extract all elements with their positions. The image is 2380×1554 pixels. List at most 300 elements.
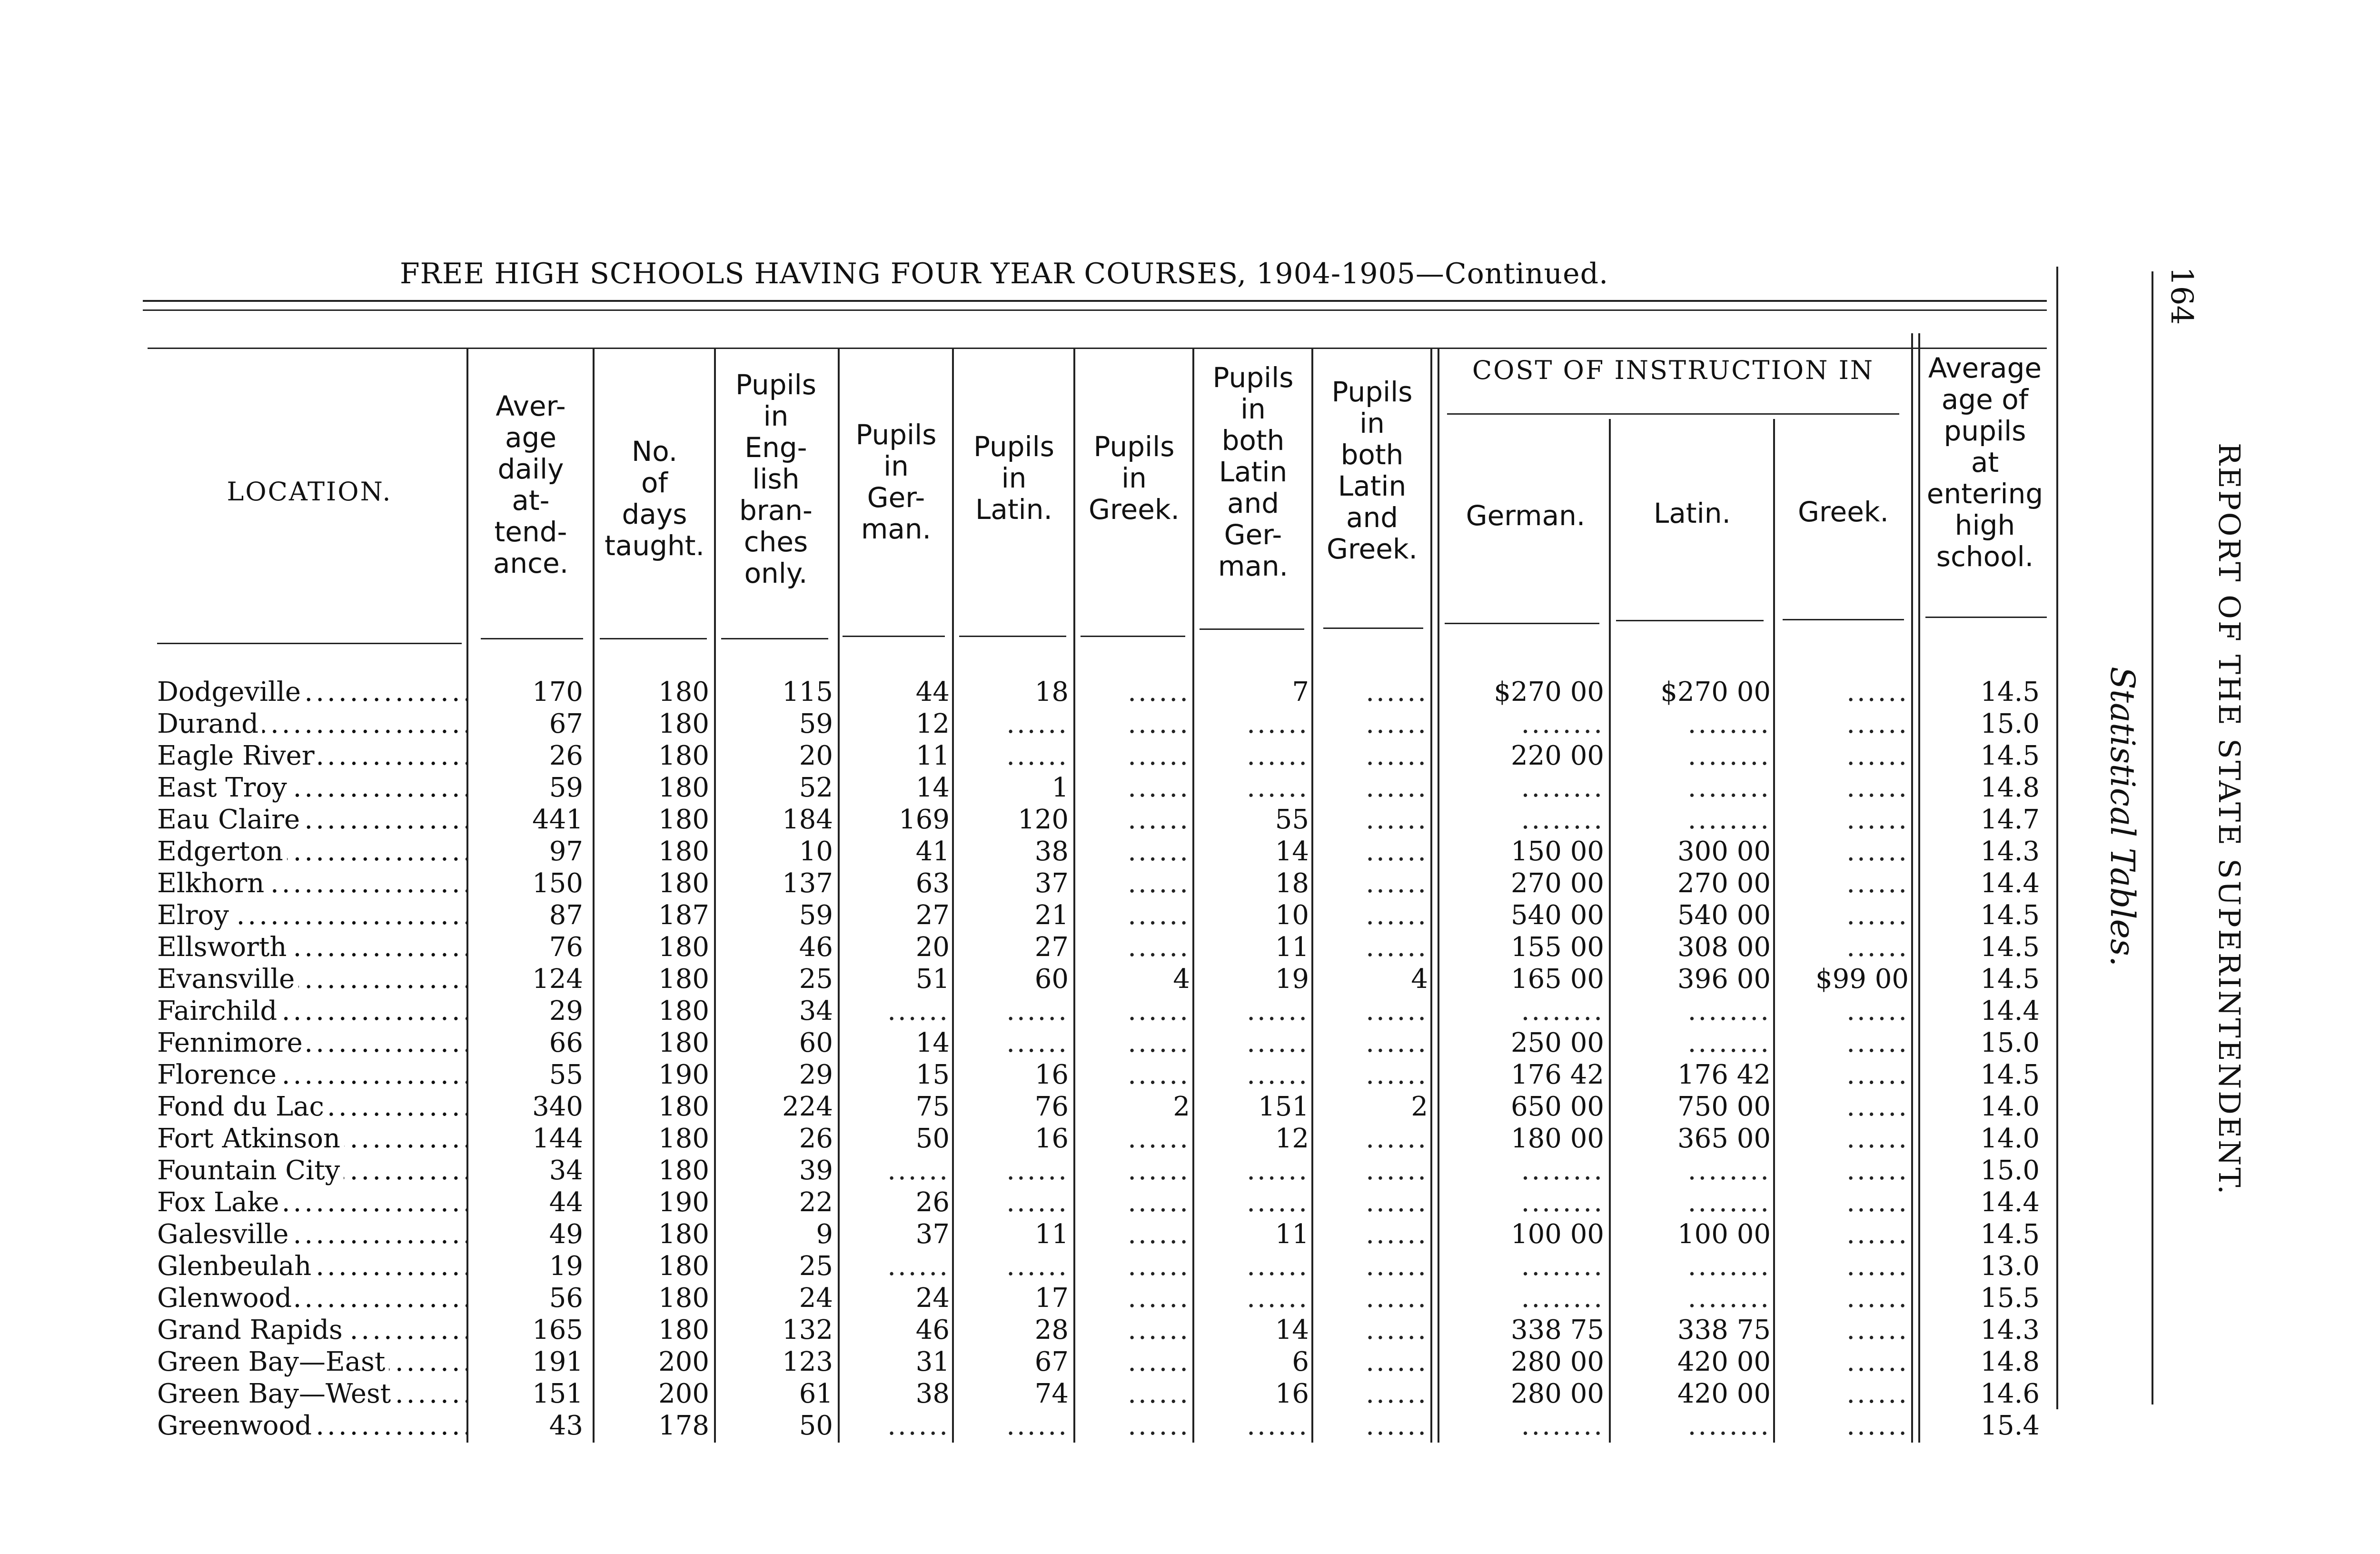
english-cell: 34 [799,996,833,1026]
english-cell: 29 [799,1059,833,1090]
location-cell [157,1027,466,1059]
latin-greek-cell: ...... [1366,1187,1428,1218]
top-rule [143,300,2047,302]
greek-cell: ...... [1128,1315,1190,1345]
german-cell: 27 [915,900,950,931]
english-header: Pupils in Eng- lish bran- ches only. [735,369,816,589]
latin-greek-cell: ...... [1366,1251,1428,1282]
table-row [0,804,2047,836]
location-name: Dodgeville [157,677,305,707]
greek-cell: ...... [1128,1059,1190,1090]
hdr-underline [959,636,1066,637]
cost-german-cell: ........ [1521,1251,1604,1282]
days-cell: 200 [658,1378,709,1409]
attendance-cell: 170 [532,677,583,707]
attendance-cell: 150 [532,868,583,899]
location-cell [157,708,466,740]
cost-german-header: German. [1466,499,1586,532]
german-cell: 46 [915,1315,950,1345]
location-name: Galesville [157,1219,292,1250]
location-cell [157,1091,466,1123]
attendance-cell: 76 [549,932,583,963]
attendance-cell: 44 [549,1187,583,1218]
cost-latin-cell: 300 00 [1677,836,1771,867]
latin-greek-cell: 4 [1411,964,1428,995]
latin-greek-cell: ...... [1366,900,1428,931]
attendance-cell: 97 [549,836,583,867]
latin-greek-cell: ...... [1366,1283,1428,1314]
latin-german-cell: 16 [1275,1378,1309,1409]
cost-latin-cell: ........ [1687,1283,1771,1314]
cost-german-cell: ........ [1521,1155,1604,1186]
location-cell [157,1314,466,1346]
table-title: FREE HIGH SCHOOLS HAVING FOUR YEAR COURSES, 1904-1905—Continued. [400,257,1609,290]
attendance-cell: 49 [549,1219,583,1250]
location-name: Fennimore [157,1027,307,1058]
days-cell: 180 [658,772,709,803]
attendance-cell: 19 [549,1251,583,1282]
location-cell [157,963,466,995]
german-cell: 11 [915,740,950,771]
cost-greek-cell: ...... [1846,1283,1909,1314]
attendance-cell: 55 [549,1059,583,1090]
location-cell [157,804,466,836]
latin-german-cell: ...... [1247,1410,1309,1441]
cost-german-cell: 100 00 [1511,1219,1604,1250]
table-row [0,1378,2047,1410]
cost-latin-cell: 308 00 [1677,932,1771,963]
age-cell: 14.5 [1980,900,2040,931]
greek-cell: ...... [1128,836,1190,867]
cost-latin-cell: 176 42 [1677,1059,1771,1090]
hdr-underline [600,638,707,639]
cost-greek-cell: ...... [1846,868,1909,899]
days-cell: 180 [658,804,709,835]
days-cell: 180 [658,1155,709,1186]
english-cell: 115 [782,677,833,707]
attendance-cell: 43 [549,1410,583,1441]
cost-latin-header: Latin. [1654,497,1731,529]
cost-latin-cell: 100 00 [1677,1219,1771,1250]
latin-greek-cell: ...... [1366,1378,1428,1409]
latin-german-cell: ...... [1247,1187,1309,1218]
days-cell: 180 [658,868,709,899]
cost-german-cell: 250 00 [1511,1027,1604,1058]
table-row [0,1314,2047,1346]
latin-cell: ...... [1006,1187,1069,1218]
latin-german-cell: 14 [1275,1315,1309,1345]
latin-german-cell: 18 [1275,868,1309,899]
days-cell: 180 [658,677,709,707]
cost-greek-cell: ...... [1846,1410,1909,1441]
greek-cell: ...... [1128,900,1190,931]
age-cell: 13.0 [1980,1251,2040,1282]
attendance-cell: 340 [532,1091,583,1122]
latin-greek-cell: ...... [1366,740,1428,771]
days-cell: 180 [658,740,709,771]
hdr-underline [1081,636,1185,637]
days-cell: 180 [658,1251,709,1282]
attendance-cell: 67 [549,708,583,739]
latin-german-cell: 11 [1275,932,1309,963]
location-name: Fort Atkinson [157,1123,344,1154]
english-cell: 137 [782,868,833,899]
attendance-cell: 124 [532,964,583,995]
age-cell: 14.0 [1980,1091,2040,1122]
age-cell: 15.4 [1980,1410,2040,1441]
cost-greek-cell: ...... [1846,1091,1909,1122]
table-row [0,1155,2047,1186]
location-cell [157,1250,466,1282]
cost-german-cell: 270 00 [1511,868,1604,899]
age-cell: 15.5 [1980,1283,2040,1314]
german-header: Pupils in Ger- man. [855,418,937,545]
greek-cell: ...... [1128,932,1190,963]
latin-german-cell: ...... [1247,740,1309,771]
english-cell: 20 [799,740,833,771]
location-name: Green Bay—East [157,1346,389,1377]
table-row [0,676,2047,708]
location-name: Fountain City [157,1155,344,1186]
greek-cell: ...... [1128,772,1190,803]
latin-german-cell: 7 [1292,677,1309,707]
latin-german-cell: ...... [1247,1251,1309,1282]
location-cell [157,1346,466,1378]
attendance-cell: 26 [549,740,583,771]
latin-german-cell: 55 [1275,804,1309,835]
greek-cell: 4 [1173,964,1190,995]
location-cell [157,740,466,772]
location-cell [157,1186,466,1218]
attendance-cell: 66 [549,1027,583,1058]
greek-header: Pupils in Greek. [1089,430,1180,526]
hdr-underline [1783,619,1904,620]
days-cell: 200 [658,1346,709,1377]
latin-cell: 67 [1034,1346,1069,1377]
cost-german-cell: 220 00 [1511,740,1604,771]
english-cell: 132 [782,1315,833,1345]
days-header: No. of days taught. [605,435,704,562]
german-cell: 37 [915,1219,950,1250]
attendance-header: Aver- age daily at- tend- ance. [493,390,569,579]
greek-cell: ...... [1128,1283,1190,1314]
location-cell [157,1059,466,1091]
latin-greek-header: Pupils in both Latin and Greek. [1327,376,1418,565]
location-name: Durand [157,708,262,739]
age-cell: 14.3 [1980,1315,2040,1345]
latin-greek-cell: ...... [1366,1219,1428,1250]
location-name: East Troy [157,772,291,803]
age-cell: 14.5 [1980,964,2040,995]
latin-german-cell: ...... [1247,708,1309,739]
cost-german-cell: 540 00 [1511,900,1604,931]
location-header: LOCATION. [227,477,392,507]
hdr-underline [721,638,828,639]
cost-latin-cell: 540 00 [1677,900,1771,931]
days-cell: 180 [658,964,709,995]
cost-german-cell: ........ [1521,804,1604,835]
table-row [0,1346,2047,1378]
location-name: Fairchild [157,996,281,1026]
age-cell: 15.0 [1980,1027,2040,1058]
location-cell [157,676,466,708]
table-row [0,867,2047,899]
latin-cell: ...... [1006,1251,1069,1282]
latin-cell: ...... [1006,1155,1069,1186]
cost-german-cell: 280 00 [1511,1378,1604,1409]
english-cell: 25 [799,964,833,995]
german-cell: 75 [915,1091,950,1122]
greek-cell: ...... [1128,1346,1190,1377]
greek-cell: ...... [1128,868,1190,899]
german-cell: 31 [915,1346,950,1377]
german-cell: ...... [887,1251,950,1282]
location-name: Fond du Lac [157,1091,328,1122]
latin-greek-cell: ...... [1366,836,1428,867]
english-cell: 10 [799,836,833,867]
latin-greek-cell: ...... [1366,1123,1428,1154]
latin-cell: 27 [1034,932,1069,963]
age-cell: 14.4 [1980,996,2040,1026]
latin-greek-cell: ...... [1366,772,1428,803]
location-name: Eagle River [157,740,318,771]
german-cell: 15 [915,1059,950,1090]
cost-latin-cell: $270 00 [1660,677,1771,707]
cost-german-cell: ........ [1521,772,1604,803]
cost-greek-cell: ...... [1846,708,1909,739]
latin-cell: 17 [1034,1283,1069,1314]
age-cell: 14.3 [1980,836,2040,867]
days-cell: 180 [658,836,709,867]
cost-greek-cell: ...... [1846,1251,1909,1282]
english-cell: 46 [799,932,833,963]
cost-german-cell: 180 00 [1511,1123,1604,1154]
age-cell: 15.0 [1980,708,2040,739]
cost-greek-cell: ...... [1846,740,1909,771]
age-cell: 14.4 [1980,868,2040,899]
german-cell: 51 [915,964,950,995]
days-cell: 180 [658,1219,709,1250]
location-cell [157,772,466,804]
german-cell: 63 [915,868,950,899]
location-name: Eau Claire [157,804,304,835]
attendance-cell: 56 [549,1283,583,1314]
age-cell: 14.0 [1980,1123,2040,1154]
latin-greek-cell: ...... [1366,932,1428,963]
cost-german-cell: ........ [1521,1410,1604,1441]
english-cell: 61 [799,1378,833,1409]
attendance-cell: 441 [532,804,583,835]
cost-german-cell: 176 42 [1511,1059,1604,1090]
location-name: Greenwood [157,1410,316,1441]
attendance-cell: 165 [532,1315,583,1345]
latin-greek-cell: ...... [1366,1059,1428,1090]
cost-german-cell: ........ [1521,996,1604,1026]
table-row [0,1282,2047,1314]
greek-cell: ...... [1128,708,1190,739]
latin-cell: 28 [1034,1315,1069,1345]
latin-german-cell: 6 [1292,1346,1309,1377]
german-cell: ...... [887,1410,950,1441]
location-name: Glenbeulah [157,1251,315,1282]
cost-greek-cell: $99 00 [1815,964,1909,995]
attendance-cell: 29 [549,996,583,1026]
cost-german-cell: ........ [1521,708,1604,739]
latin-cell: 1 [1051,772,1069,803]
cost-latin-cell: 270 00 [1677,868,1771,899]
location-name: Elkhorn [157,868,268,899]
days-cell: 180 [658,1123,709,1154]
hdr-underline [481,638,583,639]
days-cell: 190 [658,1187,709,1218]
hdr-underline [1925,617,2047,618]
cost-latin-cell: ........ [1687,1027,1771,1058]
cost-greek-cell: ...... [1846,1155,1909,1186]
latin-greek-cell: ...... [1366,677,1428,707]
header-rule [148,348,2047,349]
table-row [0,708,2047,740]
english-cell: 50 [799,1410,833,1441]
latin-cell: 60 [1034,964,1069,995]
age-cell: 14.4 [1980,1187,2040,1218]
cost-latin-cell: 338 75 [1677,1315,1771,1345]
age-header: Average age of pupils at entering high school. [1926,352,2043,573]
greek-cell: ...... [1128,1027,1190,1058]
table-row [0,836,2047,867]
english-cell: 24 [799,1283,833,1314]
english-cell: 9 [816,1219,833,1250]
section-title: Statistical Tables. [2103,667,2142,967]
german-cell: 41 [915,836,950,867]
table-row [0,899,2047,931]
german-cell: 14 [915,772,950,803]
cost-greek-cell: ...... [1846,836,1909,867]
english-cell: 52 [799,772,833,803]
german-cell: 24 [915,1283,950,1314]
cost-greek-cell: ...... [1846,900,1909,931]
greek-cell: ...... [1128,1219,1190,1250]
latin-german-cell: 19 [1275,964,1309,995]
cost-german-cell: ........ [1521,1283,1604,1314]
greek-cell: 2 [1173,1091,1190,1122]
greek-cell: ...... [1128,1378,1190,1409]
cost-latin-cell: 365 00 [1677,1123,1771,1154]
german-cell: 169 [899,804,950,835]
days-cell: 180 [658,1027,709,1058]
cost-greek-header: Greek. [1798,496,1889,528]
location-name: Glenwood [157,1283,296,1314]
table-row [0,1186,2047,1218]
table-row [0,963,2047,995]
location-name: Green Bay—West [157,1378,395,1409]
attendance-cell: 59 [549,772,583,803]
latin-greek-cell: ...... [1366,1155,1428,1186]
location-cell [157,1123,466,1155]
greek-cell: ...... [1128,804,1190,835]
days-cell: 180 [658,996,709,1026]
cost-greek-cell: ...... [1846,1059,1909,1090]
latin-cell: 76 [1034,1091,1069,1122]
age-cell: 14.5 [1980,677,2040,707]
latin-cell: 16 [1034,1059,1069,1090]
greek-cell: ...... [1128,1251,1190,1282]
latin-cell: 74 [1034,1378,1069,1409]
german-cell: ...... [887,996,950,1026]
days-cell: 190 [658,1059,709,1090]
location-cell [157,836,466,867]
cost-german-cell: 150 00 [1511,836,1604,867]
latin-german-cell: ...... [1247,1155,1309,1186]
table-row [0,1410,2047,1442]
cost-latin-cell: 396 00 [1677,964,1771,995]
hdr-underline [1323,628,1423,629]
location-cell [157,995,466,1027]
location-cell [157,867,466,899]
latin-german-cell: 12 [1275,1123,1309,1154]
running-head: REPORT OF THE STATE SUPERINTENDENT. [2212,443,2247,1196]
cost-greek-cell: ...... [1846,772,1909,803]
latin-cell: 18 [1034,677,1069,707]
english-cell: 224 [782,1091,833,1122]
attendance-cell: 34 [549,1155,583,1186]
hdr-underline [843,636,945,637]
cost-german-cell: 165 00 [1511,964,1604,995]
cost-german-cell: 650 00 [1511,1091,1604,1122]
cost-greek-cell: ...... [1846,1027,1909,1058]
hdr-underline [157,643,462,644]
table-row [0,1250,2047,1282]
cost-latin-cell: ........ [1687,1251,1771,1282]
table-row [0,740,2047,772]
cost-greek-cell: ...... [1846,932,1909,963]
location-name: Elroy [157,900,233,931]
greek-cell: ...... [1128,1155,1190,1186]
latin-cell: ...... [1006,1027,1069,1058]
cost-latin-cell: ........ [1687,804,1771,835]
cost-latin-cell: ........ [1687,740,1771,771]
latin-cell: ...... [1006,1410,1069,1441]
latin-greek-cell: ...... [1366,1410,1428,1441]
german-cell: 26 [915,1187,950,1218]
greek-cell: ...... [1128,1187,1190,1218]
location-cell [157,931,466,963]
attendance-cell: 144 [532,1123,583,1154]
latin-cell: 120 [1018,804,1069,835]
age-cell: 14.5 [1980,740,2040,771]
greek-cell: ...... [1128,740,1190,771]
days-cell: 187 [658,900,709,931]
table-row [0,995,2047,1027]
cost-latin-cell: 750 00 [1677,1091,1771,1122]
latin-greek-cell: ...... [1366,1315,1428,1345]
greek-cell: ...... [1128,1410,1190,1441]
top-rule-2 [143,309,2047,311]
age-cell: 14.7 [1980,804,2040,835]
latin-german-cell: 14 [1275,836,1309,867]
table-row [0,772,2047,804]
page-number: 164 [2164,267,2199,325]
attendance-cell: 151 [532,1378,583,1409]
cost-greek-cell: ...... [1846,1315,1909,1345]
table-row [0,1027,2047,1059]
latin-german-cell: ...... [1247,1059,1309,1090]
latin-greek-cell: ...... [1366,708,1428,739]
age-cell: 14.5 [1980,1059,2040,1090]
table-row [0,1123,2047,1155]
english-cell: 22 [799,1187,833,1218]
location-name: Grand Rapids [157,1315,347,1345]
cost-greek-cell: ...... [1846,1123,1909,1154]
